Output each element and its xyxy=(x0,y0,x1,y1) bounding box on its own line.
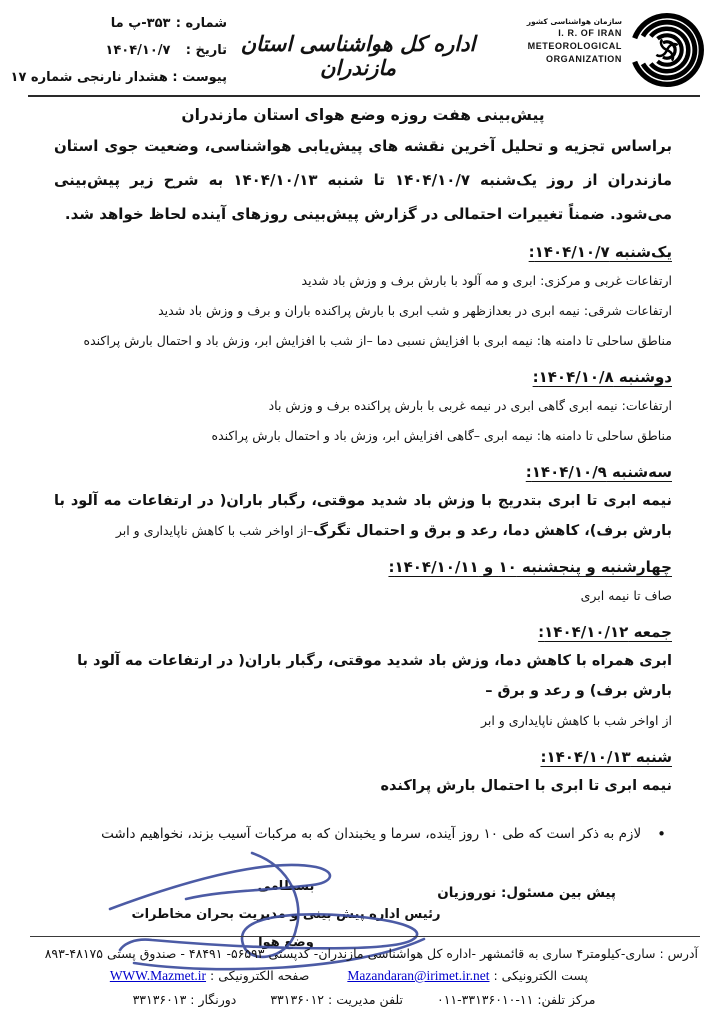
intro-paragraph: براساس تجزیه و تحلیل آخرین نقشه های پیش‌یابی هواشناسی، وضعیت جوی استان مازندران از روز یک‌شنبه ۱۴۰۴/۱۰/۷ تا شنبه ۱۴۰۴/۱۰/۱۳ به شرح زیر پیش‌بینی می‌شود. ضمناً تغییرات احتمالی در گزارش پیش‌بینی روزهای آینده لحاظ خواهد شد. xyxy=(54,137,672,223)
spiral-logo-icon xyxy=(622,4,712,96)
letter-date-label: تاریخ : xyxy=(185,43,227,58)
forecast-text-bold: نیمه ابری تا ابری با احتمال بارش پراکنده xyxy=(380,778,672,794)
letter-attachment-label: پیوست : xyxy=(172,70,227,85)
letter-date-value: ۱۴۰۴/۱۰/۷ xyxy=(105,43,171,58)
forecast-line xyxy=(54,296,672,326)
day-section xyxy=(54,462,672,546)
forecast-line xyxy=(54,706,672,736)
forecast-text: مناطق ساحلی تا دامنه ها: نیمه ابری –گاهی افزایش ابر، وزش باد و احتمال بارش پراکنده xyxy=(211,428,672,443)
day-heading: شنبه ۱۴۰۴/۱۰/۱۳: xyxy=(540,748,672,766)
bulletin-title: پیش‌بینی هفت روزه وضع هوای استان مازندران xyxy=(181,106,545,124)
fax-value: ۳۳۱۳۶۰۱۳ xyxy=(132,992,187,1007)
forecast-line xyxy=(54,391,672,421)
letter-number-row xyxy=(22,10,227,37)
letter-attachment-row xyxy=(10,64,227,91)
logo-fa-line: سازمان هواشناسی کشور xyxy=(526,17,622,26)
forecast-line xyxy=(54,486,672,546)
note-text: لازم به ذکر است که طی ۱۰ روز آینده، سرما و یخبندان که به مرکبات آسیب بزند، نخواهیم داشت xyxy=(101,826,642,842)
day-heading: یک‌شنبه ۱۴۰۴/۱۰/۷: xyxy=(528,243,672,261)
phone-mgmt-label: تلفن مدیریت : xyxy=(328,992,404,1007)
logo-en-line1: I. R. OF IRAN xyxy=(558,28,622,38)
phone-line xyxy=(0,984,728,1007)
forecast-line xyxy=(54,646,672,706)
email-group xyxy=(343,968,588,983)
forecast-line xyxy=(54,421,672,451)
daily-forecast-sections xyxy=(54,242,672,801)
address-line: آدرس : ساری-کیلومتر۴ ساری به قائمشهر -اداره کل هواشناسی مازندران- کدپستی ۵۶۵۹۳- ۴۸۴۹۱ - صندوق پستی ۴۸۱۷۵-۸۹۳ xyxy=(44,946,698,961)
day-section xyxy=(54,747,672,801)
phone-center-value: ۱۱-۳۳۱۳۶۰۱۰-۰۱۱ xyxy=(436,992,534,1007)
letter-number-label: شماره : xyxy=(175,16,227,31)
bullet-icon: • xyxy=(657,825,666,843)
forecast-text: صاف تا نیمه ابری xyxy=(580,588,672,603)
email-label: پست الکترونیکی : xyxy=(493,968,588,983)
forecast-text: ارتفاعات شرقی: نیمه ابری در بعدازظهر و شب ابری با بارش پراکنده باران و برف و وزش باد شدید xyxy=(158,303,672,318)
logo-text-block xyxy=(524,16,622,66)
signer-name: بسطامی xyxy=(257,879,315,894)
meteorological-organization-logo xyxy=(524,4,712,96)
header-divider xyxy=(28,95,700,97)
phone-center-label: مرکز تلفن: xyxy=(537,992,596,1007)
forecast-line xyxy=(54,266,672,296)
forecast-text-bold: نیمه ابری تا ابری بتدریج با وزش باد شدید موقتی، رگبار باران( در ارتفاعات مه آلود با بارش برف)، کاهش دما، رعد و برق و احتمال تگرگ xyxy=(54,493,672,539)
day-heading: سه‌شنبه ۱۴۰۴/۱۰/۹: xyxy=(525,463,672,481)
day-heading: چهارشنبه و پنجشنبه ۱۰ و ۱۴۰۴/۱۰/۱۱: xyxy=(388,558,672,576)
forecast-text: ارتفاعات غربی و مرکزی: ابری و مه آلود با بارش برف و وزش باد شدید xyxy=(301,273,672,288)
day-heading: جمعه ۱۴۰۴/۱۰/۱۲: xyxy=(538,623,672,641)
phone-mgmt-value: ۳۳۱۳۶۰۱۲ xyxy=(270,992,325,1007)
forecast-line xyxy=(54,326,672,356)
forecast-text: از اواخر شب با کاهش ناپایداری و ابر xyxy=(480,713,672,728)
letter-number-value: ۳۵۳-پ ما xyxy=(110,16,171,31)
day-section xyxy=(54,367,672,451)
website-group xyxy=(110,968,310,983)
forecast-line xyxy=(54,771,672,801)
forecast-text-bold: ابری همراه با کاهش دما، وزش باد شدید موقتی، رگبار باران( در ارتفاعات مه آلود با بارش برف) و رعد و برق – xyxy=(77,653,672,699)
fax-label: دورنگار : xyxy=(190,992,237,1007)
forecast-line xyxy=(54,581,672,611)
responsible-forecaster: پیش بین مسئول: نوروزیان xyxy=(437,885,616,901)
day-section xyxy=(54,242,672,356)
website-label: صفحه الکترونیکی : xyxy=(210,968,310,983)
bulletin-body xyxy=(0,106,728,983)
forecast-text: –از اواخر شب با کاهش ناپایداری و ابر xyxy=(115,523,314,538)
forecast-text: مناطق ساحلی تا دامنه ها: نیمه ابری با افزایش نسبی دما –از شب با افزایش ابر، وزش باد و احتمال بارش پراکنده xyxy=(83,333,672,348)
signer-title: رئیس اداره پیش بینی و مدیریت بحران مخاطرات وضع هوا xyxy=(131,907,441,950)
logo-en-line2: METEOROLOGICAL xyxy=(527,41,622,51)
email-link[interactable]: Mazandaran@irimet.ir.net xyxy=(347,968,490,983)
letter-meta-block xyxy=(10,10,227,91)
day-heading: دوشنبه ۱۴۰۴/۱۰/۸: xyxy=(532,368,672,386)
forecast-text: ارتفاعات: نیمه ابری گاهی ابری در نیمه غربی با بارش پراکنده برف و وزش باد xyxy=(268,398,672,413)
website-link[interactable]: WWW.Mazmet.ir xyxy=(109,968,207,983)
letterhead xyxy=(0,0,728,97)
electronic-contacts-line xyxy=(0,961,728,984)
logo-en-line3: ORGANIZATION xyxy=(545,54,622,64)
day-section xyxy=(54,557,672,611)
organization-title-calligraphy: اداره کل هواشناسی استان مازندران xyxy=(240,32,476,80)
citrus-frost-note xyxy=(54,823,666,845)
letter-footer xyxy=(0,936,728,1030)
day-section xyxy=(54,622,672,736)
letter-attachment-value: هشدار نارنجی شماره ۱۷ xyxy=(10,70,168,85)
letter-date-row xyxy=(22,37,227,64)
